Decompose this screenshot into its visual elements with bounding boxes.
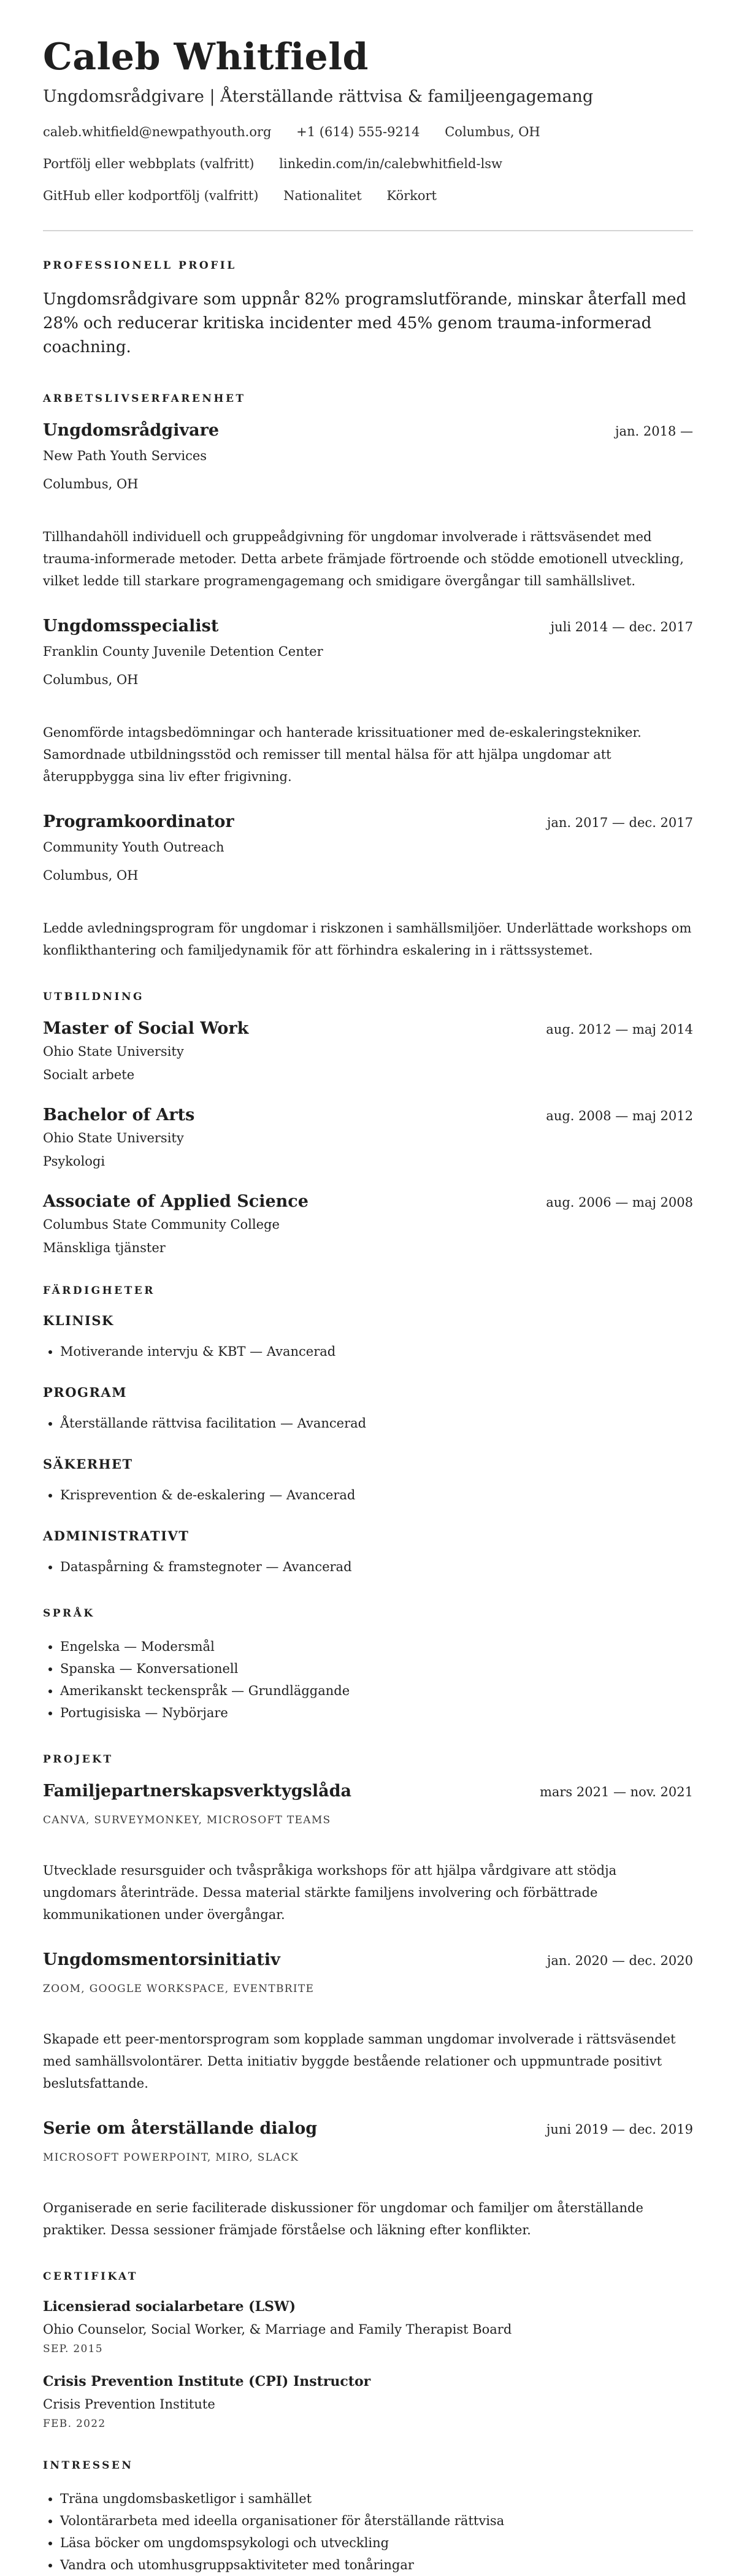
education-entry (43, 1192, 693, 1255)
project-name: Familjepartnerskapsverktygslåda (43, 1782, 351, 1801)
experience-entry (43, 421, 693, 592)
languages-title: SPRÅK (43, 1607, 95, 1620)
job-date: juli 2014 — dec. 2017 (550, 620, 693, 634)
projects-title: PROJEKT (43, 1753, 113, 1766)
projects-section (43, 1753, 693, 2241)
contact-row-1 (43, 125, 693, 139)
skill-list (43, 1340, 693, 1363)
portfolio-label[interactable]: Portfölj eller webbplats (valfritt) (43, 156, 255, 171)
experience-entry (43, 812, 693, 961)
certificates-title: CERTIFIKAT (43, 2270, 138, 2283)
certificate-issuer: Crisis Prevention Institute (43, 2397, 215, 2412)
education-section (43, 991, 693, 1255)
skill-item: • Motiverande intervju & KBT — Avancerad (60, 1340, 693, 1363)
certificate-date: SEP. 2015 (43, 2343, 103, 2355)
job-location: Columbus, OH (43, 868, 139, 883)
skill-category: SÄKERHET (43, 1456, 133, 1472)
school: Columbus State Community College (43, 1217, 280, 1232)
profile-text: Ungdomsrådgivare som uppnår 82% programslutförande, minskar återfall med 28% och reducerar kritiska incidenter med 45% genom trauma-informerad coachning. (43, 290, 687, 356)
job-title: Ungdomsspecialist (43, 617, 219, 636)
interest-item: • Volontärarbeta med ideella organisationer för återställande rättvisa (60, 2510, 693, 2532)
job-date: jan. 2018 — (615, 424, 693, 439)
project-tools: ZOOM, GOOGLE WORKSPACE, EVENTBRITE (43, 1983, 315, 1995)
employer: Franklin County Juvenile Detention Center (43, 644, 323, 659)
language-item: • Engelska — Modersmål (60, 1636, 693, 1658)
skills-title: FÄRDIGHETER (43, 1285, 155, 1297)
experience-section (43, 393, 693, 961)
certificate-name: Licensierad socialarbetare (LSW) (43, 2299, 296, 2315)
education-entry (43, 1019, 693, 1082)
skill-category: PROGRAM (43, 1385, 127, 1400)
language-item: • Portugisiska — Nybörjare (60, 1702, 693, 1724)
github-label[interactable]: GitHub eller kodportfölj (valfritt) (43, 188, 259, 203)
job-description: Genomförde intagsbedömningar och hanterade krissituationer med de-eskaleringstekniker. Samordnade utbildningsstöd och remisser till mental hälsa för att hjälpa ungdomar att återuppbygga sina liv efter frigivning. (43, 725, 642, 784)
education-title: UTBILDNING (43, 991, 145, 1003)
field-of-study: Mänskliga tjänster (43, 1240, 166, 1255)
degree: Bachelor of Arts (43, 1105, 195, 1125)
employer: New Path Youth Services (43, 448, 207, 463)
interest-item: • Träna ungdomsbasketligor i samhället (60, 2488, 693, 2510)
project-description: Skapade ett peer-mentorsprogram som kopplade samman ungdomar involverade i rättsväsendet med samhällsvolontärer. Detta initiativ byggde bestående relationer och uppmuntrade positivt beslutsfattande. (43, 2032, 676, 2091)
job-description: Tillhandahöll individuell och gruppeådgivning för ungdomar involverade i rättsväsendet med trauma-informerade metoder. Detta arbete främjade förtroende och stödde emotionell utveckling, vilket ledde till starkare programengagemang och smidigare övergångar till samhällslivet. (43, 529, 684, 588)
skill-item: • Återställande rättvisa facilitation — Avancerad (60, 1412, 693, 1434)
linkedin-link[interactable]: linkedin.com/in/calebwhitfield-lsw (279, 156, 503, 171)
city: Columbus, OH (445, 125, 540, 139)
email[interactable]: caleb.whitfield@newpathyouth.org (43, 125, 272, 139)
skill-category: ADMINISTRATIVT (43, 1528, 190, 1544)
certificate-entry (43, 2374, 693, 2430)
profile-section (43, 260, 693, 359)
header-divider (43, 230, 693, 231)
skill-item: • Krisprevention & de-eskalering — Avancerad (60, 1484, 693, 1506)
project-entry (43, 2119, 693, 2241)
project-date: juni 2019 — dec. 2019 (546, 2122, 693, 2137)
profile-title: PROFESSIONELL PROFIL (43, 260, 237, 272)
project-date: jan. 2020 — dec. 2020 (546, 1953, 693, 1968)
job-title: Programkoordinator (43, 812, 234, 831)
skill-list (43, 1412, 693, 1434)
education-date: aug. 2008 — maj 2012 (546, 1109, 693, 1123)
project-name: Serie om återställande dialog (43, 2119, 318, 2138)
job-location: Columbus, OH (43, 477, 139, 491)
language-item: • Amerikanskt teckenspråk — Grundläggande (60, 1680, 693, 1702)
language-item: • Spanska — Konversationell (60, 1658, 693, 1680)
interest-list (43, 2488, 693, 2576)
education-date: aug. 2006 — maj 2008 (546, 1195, 693, 1210)
interests-title: INTRESSEN (43, 2459, 134, 2472)
contact-row-2 (43, 156, 693, 171)
skill-item: • Dataspårning & framstegnoter — Avancerad (60, 1556, 693, 1578)
nationality: Nationalitet (283, 188, 362, 203)
experience-entry (43, 617, 693, 788)
degree: Master of Social Work (43, 1019, 249, 1038)
project-tools: CANVA, SURVEYMONKEY, MICROSOFT TEAMS (43, 1814, 331, 1826)
skill-list (43, 1556, 693, 1578)
skills-section (43, 1285, 693, 1578)
project-description: Utvecklade resursguider och tvåspråkiga workshops för att hjälpa vårdgivare att stödja ungdomars återinträde. Dessa material stärkte familjens involvering och förbättrade kommunikationen under övergångar. (43, 1863, 617, 1922)
certificate-issuer: Ohio Counselor, Social Worker, & Marriage and Family Therapist Board (43, 2322, 512, 2337)
drivers-license: Körkort (386, 188, 437, 203)
school: Ohio State University (43, 1131, 184, 1145)
headline: Ungdomsrådgivare | Återställande rättvisa & familjeengagemang (43, 87, 594, 106)
education-date: aug. 2012 — maj 2014 (546, 1022, 693, 1037)
employer: Community Youth Outreach (43, 840, 224, 855)
skill-list (43, 1484, 693, 1506)
contact-row-3 (43, 188, 693, 203)
experience-title: ARBETSLIVSERFARENHET (43, 393, 246, 405)
project-tools: MICROSOFT POWERPOINT, MIRO, SLACK (43, 2151, 299, 2164)
certificate-entry (43, 2299, 693, 2355)
field-of-study: Socialt arbete (43, 1067, 135, 1082)
certificates-section (43, 2270, 693, 2430)
school: Ohio State University (43, 1044, 184, 1059)
phone[interactable]: +1 (614) 555-9214 (296, 125, 420, 139)
degree: Associate of Applied Science (43, 1192, 309, 1211)
project-description: Organiserade en serie faciliterade diskussioner för ungdomar och familjer om återställande praktiker. Dessa sessioner främjade förståelse och läkning efter konflikter. (43, 2201, 643, 2237)
project-entry (43, 1782, 693, 1926)
languages-section (43, 1607, 693, 1724)
skill-category: KLINISK (43, 1313, 114, 1328)
job-date: jan. 2017 — dec. 2017 (546, 815, 693, 830)
job-location: Columbus, OH (43, 672, 139, 687)
project-entry (43, 1950, 693, 2094)
project-date: mars 2021 — nov. 2021 (539, 1785, 693, 1799)
job-description: Ledde avledningsprogram för ungdomar i riskzonen i samhällsmiljöer. Underlättade workshops om konflikthantering och familjedynamik för att förhindra eskalering in i rättssystemet. (43, 921, 692, 958)
project-name: Ungdomsmentorsinitiativ (43, 1950, 280, 1969)
interests-section (43, 2459, 693, 2576)
job-title: Ungdomsrådgivare (43, 421, 220, 440)
field-of-study: Psykologi (43, 1154, 105, 1169)
candidate-name: Caleb Whitfield (43, 36, 369, 79)
interest-item: • Läsa böcker om ungdomspsykologi och utveckling (60, 2532, 693, 2554)
language-list (43, 1636, 693, 1724)
interest-item: • Vandra och utomhusgruppsaktiviteter med tonåringar (60, 2554, 693, 2576)
certificate-date: FEB. 2022 (43, 2418, 106, 2430)
certificate-name: Crisis Prevention Institute (CPI) Instructor (43, 2374, 371, 2390)
education-entry (43, 1105, 693, 1169)
